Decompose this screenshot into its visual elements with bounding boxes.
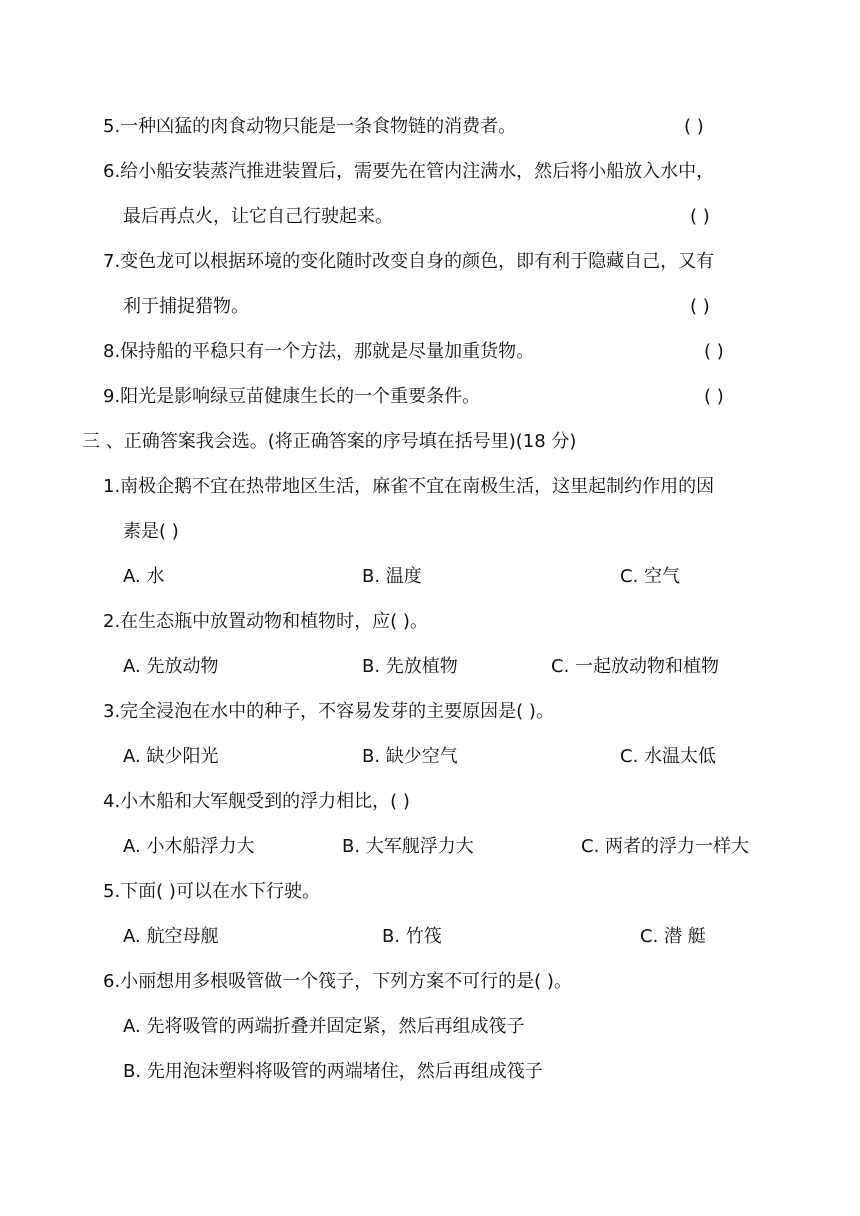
option-c[interactable]: C. 一起放动物和植物 [551,656,720,677]
question-7: 7.变色龙可以根据环境的变化随时改变自身的颜色，即有利于隐藏自己，又有 [103,251,715,272]
answer-paren[interactable]: ( ) [690,296,710,317]
option-c[interactable]: C. 两者的浮力一样大 [581,836,750,857]
answer-paren[interactable]: ( ) [684,116,704,137]
option-b[interactable]: B. 大军舰浮力大 [342,836,474,857]
question-5: 5.一种凶猛的肉食动物只能是一条食物链的消费者。 [103,116,517,137]
mc-question-3: 3.完全浸泡在水中的种子，不容易发芽的主要原因是( )。 [103,701,554,722]
option-c[interactable]: C. 潜 艇 [640,926,706,947]
answer-paren[interactable]: ( ) [690,206,710,227]
option-b[interactable]: B. 先用泡沫塑料将吸管的两端堵住，然后再组成筏子 [123,1061,543,1082]
question-6: 6.给小船安装蒸汽推进装置后，需要先在管内注满水，然后将小船放入水中， [103,161,715,182]
mc-question-6: 6.小丽想用多根吸管做一个筏子，下列方案不可行的是( )。 [103,971,572,992]
answer-paren[interactable]: ( ) [704,341,724,362]
option-a[interactable]: A. 航空母舰 [123,926,219,947]
mc-question-4: 4.小木船和大军舰受到的浮力相比，( ) [103,791,410,812]
mc-question-1: 1.南极企鹅不宜在热带地区生活，麻雀不宜在南极生活，这里起制约作用的因 [103,476,715,497]
mc-question-5: 5.下面( )可以在水下行驶。 [103,881,320,902]
section-heading: 三 、正确答案我会选。(将正确答案的序号填在括号里)(18 分) [82,431,577,452]
option-a[interactable]: A. 水 [123,566,165,587]
question-9: 9.阳光是影响绿豆苗健康生长的一个重要条件。 [103,386,481,407]
question-6-cont: 最后再点火，让它自己行驶起来。 [123,206,393,227]
option-b[interactable]: B. 缺少空气 [362,746,458,767]
option-b[interactable]: B. 温度 [362,566,422,587]
option-b[interactable]: B. 竹筏 [382,926,442,947]
option-a[interactable]: A. 缺少阳光 [123,746,219,767]
option-a[interactable]: A. 先将吸管的两端折叠并固定紧，然后再组成筏子 [123,1016,525,1037]
option-a[interactable]: A. 小木船浮力大 [123,836,255,857]
mc-question-2: 2.在生态瓶中放置动物和植物时，应( )。 [103,611,428,632]
option-c[interactable]: C. 水温太低 [620,746,717,767]
answer-paren[interactable]: ( ) [704,386,724,407]
question-8: 8.保持船的平稳只有一个方法，那就是尽量加重货物。 [103,341,535,362]
question-7-cont: 利于捕捉猎物。 [123,296,249,317]
mc-question-1-cont: 素是( ) [123,521,179,542]
option-a[interactable]: A. 先放动物 [123,656,219,677]
option-c[interactable]: C. 空气 [620,566,681,587]
option-b[interactable]: B. 先放植物 [362,656,458,677]
